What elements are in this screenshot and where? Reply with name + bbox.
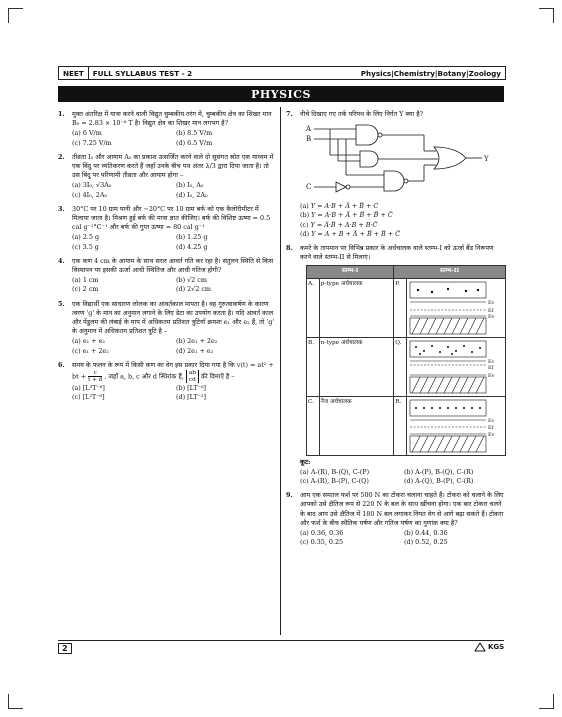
option-b[interactable]: (b) A-(P), B-(Q), C-(R)	[404, 467, 474, 476]
options	[72, 384, 276, 402]
options	[300, 468, 504, 486]
row-name: n-type अर्धचालक	[319, 337, 394, 396]
option-c-expr: Y = A̅·B̅ + A·B + B·C̅	[310, 220, 378, 229]
crop-mark-top-right	[539, 8, 554, 23]
test-header	[58, 66, 506, 80]
ef-label: Ef	[488, 364, 494, 371]
option-c[interactable]: (c) e₁ + 2e₂	[72, 346, 109, 355]
ec-label: Ec	[488, 417, 495, 424]
option-a[interactable]: (a) e₁ + e₂	[72, 337, 105, 346]
logic-circuit-diagram	[306, 121, 496, 199]
code-label: कूट:	[300, 457, 311, 466]
crop-mark-bottom-left	[8, 694, 23, 709]
option-c-label: (c)	[300, 220, 309, 229]
left-column	[58, 110, 276, 408]
options	[72, 337, 276, 355]
logo-icon	[474, 642, 486, 652]
question-2	[58, 153, 276, 200]
subjects-list: Physics|Chemistry|Botany|Zoology	[360, 68, 501, 78]
question-5	[58, 300, 276, 356]
match-row-c	[307, 396, 506, 455]
velocity-formula: v(t) = at² + bt +	[72, 360, 274, 381]
question-6	[58, 361, 276, 403]
options	[300, 529, 504, 547]
question-text-part1: समय के फलन के रूप में किसी कण का वेग इस प्रकार दिया गया है कि	[72, 360, 235, 369]
option-a[interactable]: (a) 1 cm	[72, 276, 99, 285]
option-c[interactable]	[300, 221, 504, 230]
row-code: Q.	[394, 337, 407, 396]
row-code: R.	[394, 396, 407, 455]
exam-label: NEET	[59, 67, 89, 79]
question-number: 3.	[58, 204, 65, 213]
options	[72, 181, 276, 199]
question-text-part3: की विमाएँ है –	[201, 372, 235, 381]
crop-mark-bottom-right	[539, 694, 554, 709]
row-letter: B.	[307, 337, 320, 396]
option-d[interactable]: (d) [LT⁻²]	[176, 393, 207, 402]
question-number: 6.	[58, 360, 65, 369]
options	[72, 233, 276, 251]
option-d[interactable]: (d) 0.52, 0.25	[404, 538, 448, 547]
energy-band-diagram-p	[407, 278, 506, 337]
options	[72, 276, 276, 294]
input-c-label: C	[306, 183, 312, 192]
column-1-header: स्तम्भ-I	[307, 266, 394, 278]
option-a[interactable]: (a) [L³T⁻⁸]	[72, 384, 105, 393]
option-b[interactable]: (b) 1.25 g	[176, 233, 208, 242]
crop-mark-top-left	[8, 8, 23, 23]
question-number: 4.	[58, 256, 65, 265]
match-table-header	[307, 266, 506, 278]
option-c[interactable]: (c) 2 cm	[72, 285, 99, 294]
option-a[interactable]: (a) 3I₀, √3A₀	[72, 181, 112, 190]
question-9	[286, 491, 504, 547]
ev-label: Ev	[488, 313, 495, 320]
option-a-expr: Y = A·B + A̅ + B̅ + C	[310, 202, 379, 211]
option-b[interactable]: (b) I₀, A₀	[176, 181, 204, 190]
row-letter: A.	[307, 278, 320, 337]
option-a[interactable]: (a) 0.36, 0.36	[300, 529, 344, 538]
question-number: 2.	[58, 152, 65, 161]
option-d[interactable]: (d) I₀, 2A₀	[176, 190, 208, 199]
option-b[interactable]: (b) [LT⁻⁸]	[176, 384, 207, 393]
options	[72, 129, 276, 147]
velocity-fraction	[88, 370, 102, 383]
row-code: P.	[394, 278, 407, 337]
matrix-expression	[186, 370, 199, 383]
question-number: 9.	[286, 491, 293, 500]
question-1	[58, 110, 276, 148]
fraction-denominator: t + d	[88, 377, 103, 384]
option-b-expr: Y = A·B + A̅ + B̅ + B̅ + C̅	[311, 211, 393, 220]
energy-band-diagram-r	[407, 396, 506, 455]
option-a-label: (a)	[300, 202, 309, 211]
question-number: 5.	[58, 299, 65, 308]
option-a[interactable]: (a) 2.5 g	[72, 233, 100, 242]
question-3	[58, 205, 276, 252]
question-text	[72, 361, 276, 383]
test-title: FULL SYLLABUS TEST - 2	[92, 68, 193, 78]
question-text-part2: . जहाँ a, b, c और d स्थिरांक हैं,	[104, 372, 184, 381]
output-y-label: Y	[484, 155, 489, 164]
row-name: नैज अर्धचालक	[319, 396, 394, 455]
question-text: नीचे दिखाए गए तर्क परिपथ के लिए निर्गत Y क्या है?	[300, 110, 424, 118]
match-table	[306, 265, 506, 455]
question-number: 8.	[286, 244, 293, 253]
question-text: कमरे के तापमान पर विभिन्न प्रकार के अर्धचालक वाले स्तम्भ-I को ऊर्जा बैंड निरूपण करने वाले स्तम्भ-II से मिलाएं।	[300, 244, 494, 262]
option-b[interactable]	[300, 211, 504, 220]
option-d[interactable]	[300, 230, 504, 239]
question-7	[286, 110, 504, 239]
option-a[interactable]: (a) 6 V/m	[72, 129, 102, 138]
option-d-expr: Y = A + B + A̅ + B̅ + B̅ + C̅	[311, 229, 401, 238]
publisher-logo	[474, 642, 504, 652]
question-text: 30°C पर 10 ग्राम पानी और −20°C पर 10 ग्राम बर्फ को एक कैलोरीमीटर में मिलाया जाता है। मिश्रण हुई बर्फ की मात्रा ज्ञात कीजिए। बर्फ की विशिष्ट ऊष्मा = 0.5 cal g⁻¹°C⁻¹ और बर्फ की गुप्त ऊष्मा = 80 cal g⁻¹	[72, 204, 271, 232]
right-column	[286, 110, 504, 552]
question-8	[286, 244, 504, 486]
option-a[interactable]: (a) A-(R), B-(Q), C-(P)	[300, 467, 370, 476]
option-b[interactable]: (b) 8.5 V/m	[176, 129, 213, 138]
option-d-label: (d)	[300, 229, 310, 238]
question-number: 7.	[286, 110, 293, 118]
option-c[interactable]: (c) 0.35, 0.25	[300, 538, 344, 547]
column-2-header: स्तम्भ-II	[394, 266, 506, 278]
match-row-a	[307, 278, 506, 337]
option-c[interactable]: (c) 4I₀, 2A₀	[72, 190, 108, 199]
footer-divider	[58, 640, 504, 641]
option-d[interactable]: (d) 6.5 V/m	[176, 138, 213, 147]
input-b-label: B	[306, 135, 312, 144]
fraction-numerator: c	[88, 370, 102, 377]
option-c[interactable]: (c) 3.5 g	[72, 242, 99, 251]
option-d[interactable]: (d) A-(Q), B-(P), C-(R)	[404, 477, 474, 486]
ev-label: Ev	[488, 372, 495, 379]
option-b[interactable]: (b) 0.44, 0.36	[404, 529, 448, 538]
matrix-bottom: cd	[188, 376, 196, 383]
option-b[interactable]: (b) √2 cm	[176, 276, 207, 285]
match-row-b	[307, 337, 506, 396]
energy-band-diagram-q	[407, 337, 506, 396]
option-b-label: (b)	[300, 211, 310, 220]
ef-label: Ef	[488, 307, 494, 314]
section-banner: PHYSICS	[58, 86, 504, 102]
question-4	[58, 257, 276, 295]
question-number: 1.	[58, 110, 65, 118]
question-text: एक कण 4 cm के आयाम के साथ सरल आवर्त गति कर रहा है। संतुलन स्थिति से किस विस्थापन पर इसकी ऊर्जा आधी स्थितिज और आधी गतिज होगी?	[72, 256, 274, 275]
page-number: 2	[58, 643, 72, 654]
question-text: मुक्त अंतरिक्ष में यात्रा करने वाली विद्युत चुम्बकीय तरंग में, चुम्बकीय क्षेत्र का शिखर मान B₀ = 2.83 × 10⁻⁸ T है। विद्युत क्षेत्र का शिखर मान लगभग है?	[72, 110, 272, 128]
option-c[interactable]: (c) [L²T⁻⁶]	[72, 393, 105, 402]
option-d[interactable]: (d) 2e₁ + e₂	[176, 346, 214, 355]
question-text: एक विद्यार्थी एक साधारण लोलक का आवर्तकाल मापता है। वह गुरुत्वाकर्षण के कारण त्वरण 'g' के मान का अनुमान लगाने के लिए डेटा का उपयोग करता है। यदि आवर्त काल और पेंडुलम की लंबाई के माप में अधिकतम प्रतिशत त्रुटियाँ क्रमशः e₁ और e₂ हैं, तो 'g' के अनुमान में अधिकतम प्रतिशत त्रुटि है –	[72, 299, 275, 336]
option-c[interactable]: (c) A-(R), B-(P), C-(Q)	[300, 477, 369, 486]
logo-text: KGS	[488, 643, 505, 651]
ev-label: Ev	[488, 431, 495, 438]
option-d[interactable]: (d) 4.25 g	[176, 242, 208, 251]
matrix-top: ab	[188, 370, 196, 377]
column-divider	[280, 107, 281, 635]
option-d[interactable]: (d) 2√2 cm	[176, 285, 211, 294]
option-c[interactable]: (c) 7.25 V/m	[72, 138, 112, 147]
question-text: आप एक समतल फर्श पर 500 N का टोकरा चलाना चाहते हैं। टोकरा को चलाने के लिए आपको उसे क्षैतिज रूप से 220 N के बल के साथ खींचना होगा। एक बार टोकरा चलने के बाद आप उसे क्षैतिज में 180 N बल लगाकर नियत वेग से आगे बढ़ा सकते हैं। टोकरा और फर्श के बीच स्थैतिक घर्षण और गतिज घर्षण का गुणांक क्या है?	[300, 491, 504, 527]
row-name: p-type अर्धचालक	[319, 278, 394, 337]
input-a-label: A	[306, 125, 312, 134]
question-text: तीव्रता I₀ और आयाम A₀ का प्रकाश उत्सर्जित करने वाले दो सुसंगत स्रोत एक माध्यम में एक बिंदु पर व्यतिकरण करते हैं जहाँ उनके बीच पथ अंतर λ/3 द्वारा दिया जाता है। तो उस बिंदु पर परिणामी तीव्रता और आयाम होगा –	[72, 152, 274, 180]
ef-label: Ef	[488, 424, 494, 431]
option-b[interactable]: (b) 2e₁ + 2e₂	[176, 337, 218, 346]
ec-label: Ec	[488, 299, 495, 306]
row-letter: C.	[307, 396, 320, 455]
ec-label: Ec	[488, 358, 495, 365]
